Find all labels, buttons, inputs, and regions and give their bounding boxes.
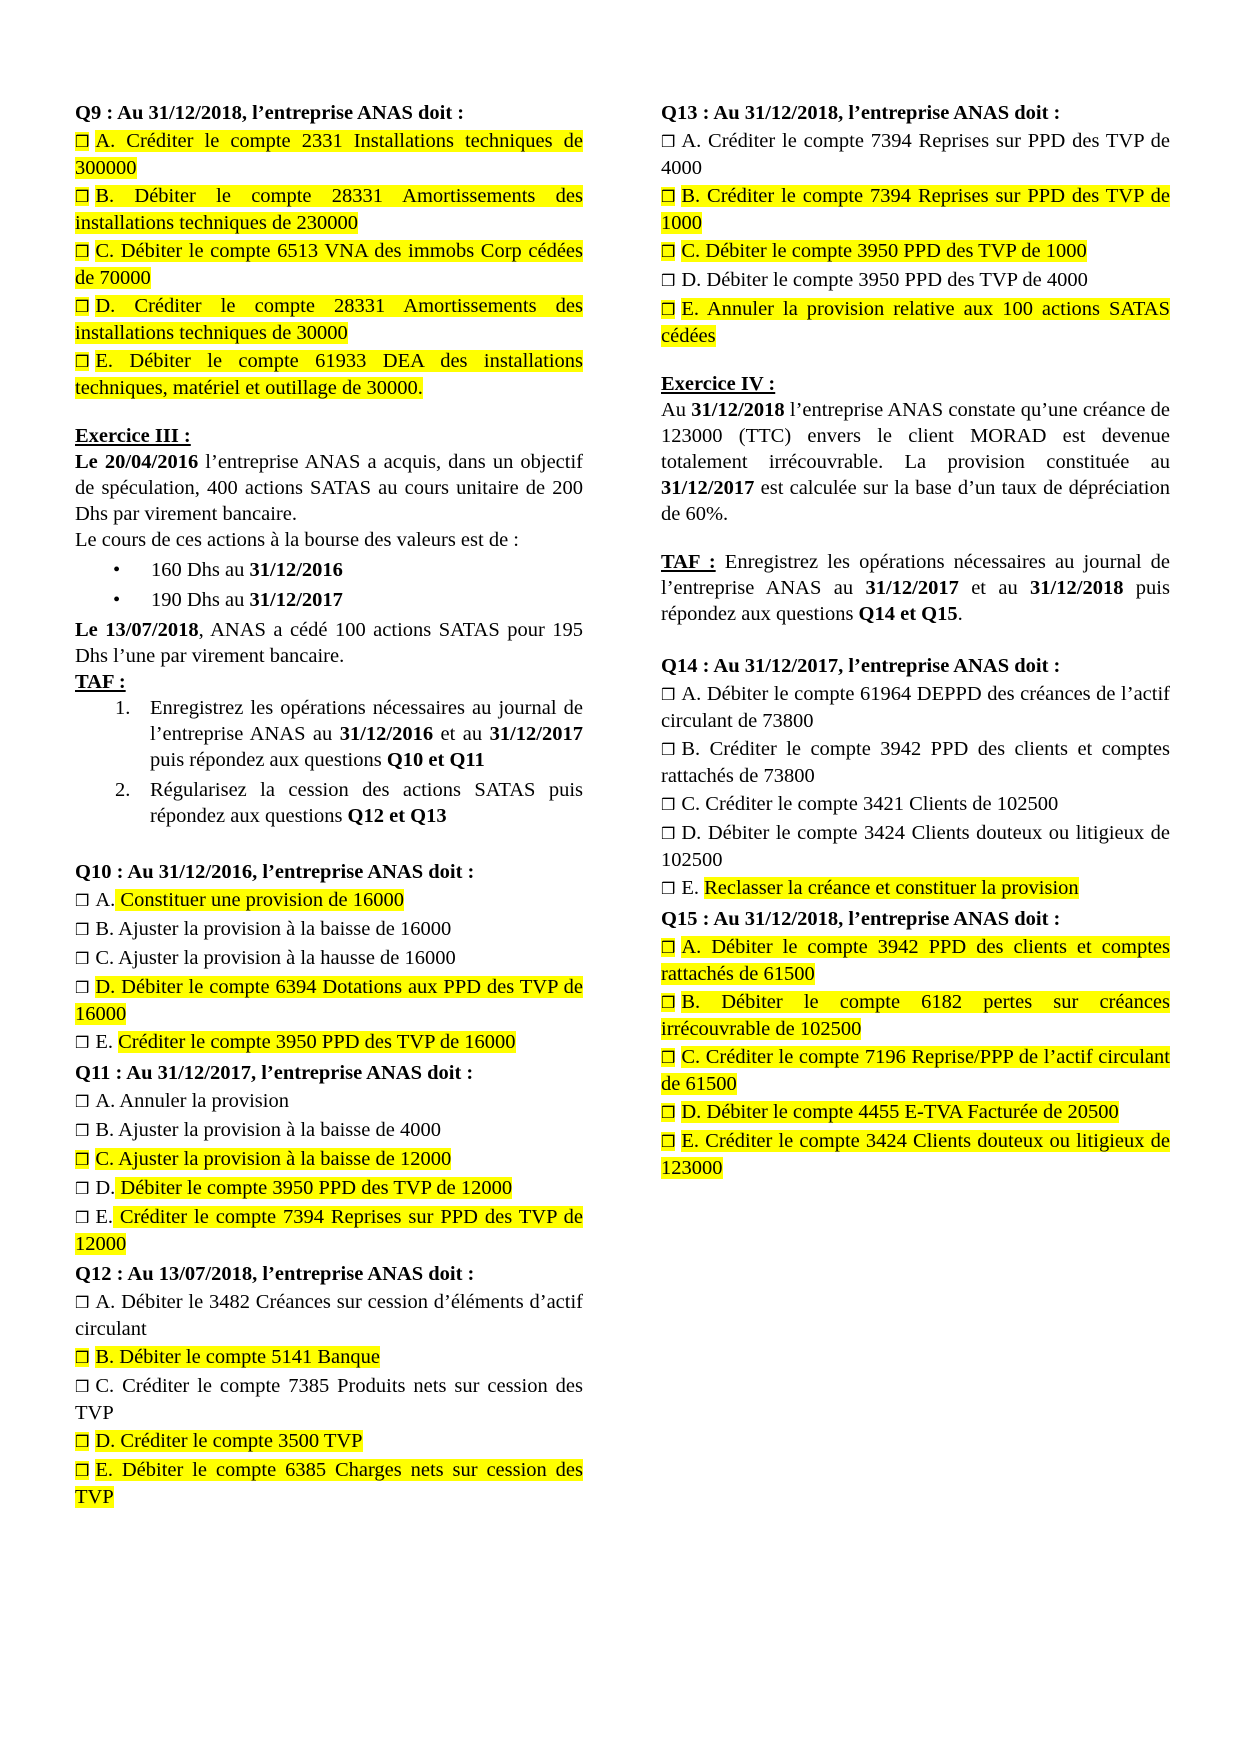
q12-option-c[interactable] xyxy=(75,1373,583,1426)
q15-option-a[interactable] xyxy=(661,934,1170,987)
checkbox-icon[interactable]: ❒ xyxy=(661,1048,676,1067)
option-text: Constituer une provision de 16000 xyxy=(115,889,404,911)
exercise-3-paragraph-2: Le cours de ces actions à la bourse des valeurs est de : xyxy=(75,529,520,551)
option-text: Ajuster la provision à la baisse de 4000 xyxy=(118,1119,441,1141)
date-label: Le 13/07/2018 xyxy=(75,619,199,641)
q9-option-b[interactable] xyxy=(75,183,583,236)
q13-option-a[interactable] xyxy=(661,128,1170,181)
option-text: E. Débiter le compte 61933 DEA des installations techniques, matériel et outillage de 30000. xyxy=(75,350,583,399)
spacer xyxy=(661,627,1170,649)
checkbox-icon[interactable]: ❒ xyxy=(661,1132,676,1151)
q15-option-e[interactable] xyxy=(661,1128,1170,1181)
option-letter: B. xyxy=(95,918,115,940)
q10-title: Q10 : Au 31/12/2016, l’entreprise ANAS doit : xyxy=(75,861,475,883)
item-date: 31/12/2017 xyxy=(489,723,583,745)
q11-option-b[interactable] xyxy=(75,1117,583,1144)
option-text: A. Débiter le compte 3942 PPD des clients et comptes rattachés de 61500 xyxy=(661,936,1170,985)
option-text: B. Créditer le compte 7394 Reprises sur PPD des TVP de 1000 xyxy=(661,185,1170,234)
item-text: 160 Dhs au xyxy=(151,559,250,581)
q12-title: Q12 : Au 13/07/2018, l’entreprise ANAS doit : xyxy=(75,1263,475,1285)
q14-title: Q14 : Au 31/12/2017, l’entreprise ANAS doit : xyxy=(661,655,1061,677)
q14-option-d[interactable] xyxy=(661,820,1170,873)
q14-option-e[interactable] xyxy=(661,875,1170,902)
q15-option-b[interactable] xyxy=(661,989,1170,1042)
option-text: A. Créditer le compte 2331 Installations techniques de 300000 xyxy=(75,130,583,179)
checkbox-icon[interactable]: ❒ xyxy=(75,187,90,206)
taf-heading: TAF : xyxy=(75,671,126,693)
option-letter: D. xyxy=(681,822,702,844)
price-list xyxy=(75,557,583,613)
checkbox-icon[interactable]: ❒ xyxy=(75,132,90,151)
date-label: 31/12/2017 xyxy=(865,577,959,599)
option-letter: E. xyxy=(95,1206,113,1228)
checkbox-icon[interactable]: ❒ xyxy=(75,1208,90,1227)
checkbox-icon[interactable]: ❒ xyxy=(75,1348,90,1367)
option-letter: E. xyxy=(95,1031,113,1053)
option-text: Débiter le compte 61964 DEPPD des créances de l’actif circulant de 73800 xyxy=(661,683,1170,732)
checkbox-icon[interactable]: ❒ xyxy=(75,352,90,371)
checkbox-icon[interactable]: ❒ xyxy=(75,1033,90,1052)
paragraph-text: l’entreprise ANAS a acquis, dans un objectif de spéculation, 400 actions SATAS au cours unitaire de 200 Dhs par virement bancaire. xyxy=(75,451,583,525)
paragraph-text: l’entreprise ANAS constate qu’une créance de 123000 (TTC) envers le client MORAD est devenue totalement irrécouvrable. La provision constituée au xyxy=(661,399,1170,473)
option-text: Reclasser la créance et constituer la provision xyxy=(704,877,1079,899)
option-text: Débiter le compte 3950 PPD des TVP de 12000 xyxy=(115,1177,512,1199)
item-text: Régularisez la cession des actions SATAS puis répondez aux questions xyxy=(150,779,583,827)
q9-option-e[interactable] xyxy=(75,348,583,401)
checkbox-icon[interactable]: ❒ xyxy=(661,1103,676,1122)
option-text: Ajuster la provision à la hausse de 16000 xyxy=(118,947,456,969)
checkbox-icon[interactable]: ❒ xyxy=(661,795,676,814)
checkbox-icon[interactable]: ❒ xyxy=(75,1179,90,1198)
option-text: Créditer le compte 3942 PPD des clients et comptes rattachés de 73800 xyxy=(661,738,1171,787)
option-text: B. Débiter le compte 28331 Amortissements des installations techniques de 230000 xyxy=(75,185,583,234)
option-text: Débiter le 3482 Créances sur cession d’éléments d’actif circulant xyxy=(75,1291,583,1340)
item-date: 31/12/2016 xyxy=(339,723,434,745)
q9-option-d[interactable] xyxy=(75,293,583,346)
q14-option-c[interactable] xyxy=(661,791,1170,818)
q13-option-e[interactable] xyxy=(661,296,1170,349)
checkbox-icon[interactable]: ❒ xyxy=(661,993,676,1012)
list-item xyxy=(113,587,583,613)
q12-option-a[interactable] xyxy=(75,1289,583,1342)
q10-option-e[interactable] xyxy=(75,1029,583,1056)
q9-option-c[interactable] xyxy=(75,238,583,291)
option-letter: A. xyxy=(95,1291,116,1313)
item-text: Enregistrez les opérations nécessaires au journal de l’entreprise ANAS au xyxy=(150,697,583,745)
option-text: D. Créditer le compte 28331 Amortissements des installations techniques de 30000 xyxy=(75,295,583,344)
q10-option-d[interactable] xyxy=(75,974,583,1027)
checkbox-icon[interactable]: ❒ xyxy=(661,938,676,957)
taf-list xyxy=(75,695,583,829)
checkbox-icon[interactable]: ❒ xyxy=(75,920,90,939)
q9-title: Q9 : Au 31/12/2018, l’entreprise ANAS doit : xyxy=(75,102,465,124)
checkbox-icon[interactable]: ❒ xyxy=(75,949,90,968)
checkbox-icon[interactable]: ❒ xyxy=(75,978,90,997)
q11-option-c[interactable] xyxy=(75,1146,583,1173)
q13-option-c[interactable] xyxy=(661,238,1170,265)
q12-option-d[interactable] xyxy=(75,1428,583,1455)
spacer xyxy=(75,833,583,855)
paragraph-text: . xyxy=(957,603,963,625)
option-text: B. Débiter le compte 6182 pertes sur créances irrécouvrable de 102500 xyxy=(661,991,1170,1040)
q11-option-d[interactable] xyxy=(75,1175,583,1202)
option-text: Débiter le compte 3424 Clients douteux ou litigieux de 102500 xyxy=(661,822,1171,871)
exercise-4-heading: Exercice IV : xyxy=(661,373,776,395)
option-letter: C. xyxy=(95,1375,115,1397)
checkbox-icon[interactable]: ❒ xyxy=(75,1150,90,1169)
exercise-4-taf xyxy=(661,549,1170,627)
checkbox-icon[interactable]: ❒ xyxy=(661,740,676,759)
item-number: 1. xyxy=(115,697,131,719)
option-text: Créditer le compte 3421 Clients de 102500 xyxy=(705,793,1059,815)
exercise-4-paragraph xyxy=(661,397,1170,527)
option-letter: D. xyxy=(95,1177,116,1199)
bullet-icon: • xyxy=(113,559,121,581)
checkbox-icon[interactable]: ❒ xyxy=(661,879,676,898)
exercise-3-heading: Exercice III : xyxy=(75,425,191,447)
checkbox-icon[interactable]: ❒ xyxy=(661,271,676,290)
checkbox-icon[interactable]: ❒ xyxy=(661,300,676,319)
date-label: 31/12/2018 xyxy=(1030,577,1124,599)
option-letter: C. xyxy=(95,947,115,969)
bullet-icon: • xyxy=(113,589,121,611)
q13-option-b[interactable] xyxy=(661,183,1170,236)
item-text: 190 Dhs au xyxy=(151,589,250,611)
option-text: Créditer le compte 7385 Produits nets sur cession des TVP xyxy=(75,1375,583,1424)
option-letter: A. xyxy=(95,889,116,911)
list-item xyxy=(75,777,583,829)
date-label: 31/12/2018 xyxy=(691,399,785,421)
option-letter: A. xyxy=(95,1090,116,1112)
q12-option-e[interactable] xyxy=(75,1457,583,1510)
option-text: C. Débiter le compte 6513 VNA des immobs Corp cédées de 70000 xyxy=(75,240,583,289)
item-date: 31/12/2016 xyxy=(249,559,343,581)
option-text: E. Annuler la provision relative aux 100 actions SATAS cédées xyxy=(661,298,1170,347)
q14-option-a[interactable] xyxy=(661,681,1170,734)
checkbox-icon[interactable]: ❒ xyxy=(75,891,90,910)
q9-option-a[interactable] xyxy=(75,128,583,181)
q12-option-b[interactable] xyxy=(75,1344,583,1371)
option-text: Annuler la provision xyxy=(119,1090,289,1112)
checkbox-icon[interactable]: ❒ xyxy=(661,242,676,261)
taf-heading: TAF : xyxy=(661,551,716,573)
date-label: 31/12/2017 xyxy=(661,477,755,499)
checkbox-icon[interactable]: ❒ xyxy=(75,1377,90,1396)
checkbox-icon[interactable]: ❒ xyxy=(661,187,676,206)
q13-title: Q13 : Au 31/12/2018, l’entreprise ANAS doit : xyxy=(661,102,1061,124)
checkbox-icon[interactable]: ❒ xyxy=(661,824,676,843)
option-text: D. Débiter le compte 3950 PPD des TVP de 4000 xyxy=(681,269,1088,291)
q15-option-c[interactable] xyxy=(661,1044,1170,1097)
option-letter: B. xyxy=(95,1119,115,1141)
paragraph-text: Au xyxy=(661,399,692,421)
option-text: D. Créditer le compte 3500 TVP xyxy=(95,1430,363,1452)
option-text: B. Débiter le compte 5141 Banque xyxy=(95,1346,381,1368)
list-item xyxy=(75,695,583,773)
checkbox-icon[interactable]: ❒ xyxy=(75,1432,90,1451)
checkbox-icon[interactable]: ❒ xyxy=(75,1092,90,1111)
right-column xyxy=(661,96,1170,1183)
q10-option-c[interactable] xyxy=(75,945,583,972)
item-number: 2. xyxy=(115,779,131,801)
option-text: D. Débiter le compte 6394 Dotations aux PPD des TVP de 16000 xyxy=(75,976,583,1025)
item-questions: Q14 et Q15 xyxy=(858,603,958,625)
checkbox-icon[interactable]: ❒ xyxy=(75,242,90,261)
option-text: D. Débiter le compte 4455 E-TVA Facturée de 20500 xyxy=(681,1101,1119,1123)
checkbox-icon[interactable]: ❒ xyxy=(75,1461,90,1480)
checkbox-icon[interactable]: ❒ xyxy=(75,297,90,316)
item-questions: Q12 et Q13 xyxy=(347,805,447,827)
q13-option-d[interactable] xyxy=(661,267,1170,294)
option-letter: A. xyxy=(681,683,702,705)
exercise-3-paragraph-3 xyxy=(75,617,583,669)
option-text: Créditer le compte 7394 Reprises sur PPD des TVP de 12000 xyxy=(75,1206,583,1255)
q14-option-b[interactable] xyxy=(661,736,1170,789)
q15-title: Q15 : Au 31/12/2018, l’entreprise ANAS doit : xyxy=(661,908,1061,930)
option-text: A. Créditer le compte 7394 Reprises sur PPD des TVP de 4000 xyxy=(661,130,1170,179)
option-text: E. Créditer le compte 3424 Clients douteux ou litigieux de 123000 xyxy=(661,1130,1170,1179)
option-letter: E. xyxy=(681,877,699,899)
option-text: C. Débiter le compte 3950 PPD des TVP de 1000 xyxy=(681,240,1087,262)
checkbox-icon[interactable]: ❒ xyxy=(661,132,676,151)
q11-option-a[interactable] xyxy=(75,1088,583,1115)
item-date: 31/12/2017 xyxy=(249,589,343,611)
paragraph-text: puis répondez aux questions xyxy=(661,577,1170,625)
left-column xyxy=(75,96,583,1512)
option-text: C. Créditer le compte 7196 Reprise/PPP de l’actif circulant de 61500 xyxy=(661,1046,1170,1095)
q11-option-e[interactable] xyxy=(75,1204,583,1257)
q10-option-b[interactable] xyxy=(75,916,583,943)
list-item xyxy=(113,557,583,583)
checkbox-icon[interactable]: ❒ xyxy=(75,1121,90,1140)
checkbox-icon[interactable]: ❒ xyxy=(661,685,676,704)
paragraph-text: et au xyxy=(958,577,1031,599)
option-letter: C. xyxy=(681,793,701,815)
option-text: Créditer le compte 3950 PPD des TVP de 16000 xyxy=(118,1031,516,1053)
q11-title: Q11 : Au 31/12/2017, l’entreprise ANAS doit : xyxy=(75,1062,474,1084)
item-text: puis répondez aux questions xyxy=(150,749,387,771)
spacer xyxy=(661,527,1170,549)
exercise-3-paragraph-1 xyxy=(75,449,583,527)
paragraph-text: est calculée sur la base d’un taux de dépréciation de 60%. xyxy=(661,477,1170,525)
option-text: C. Ajuster la provision à la baisse de 12000 xyxy=(95,1148,452,1170)
q15-option-d[interactable] xyxy=(661,1099,1170,1126)
option-text: E. Débiter le compte 6385 Charges nets sur cession des TVP xyxy=(75,1459,583,1508)
option-letter: B. xyxy=(681,738,701,760)
paragraph-text: , ANAS a cédé 100 actions SATAS pour 195 Dhs l’une par virement bancaire. xyxy=(75,619,583,667)
item-text: et au xyxy=(433,723,490,745)
date-label: Le 20/04/2016 xyxy=(75,451,199,473)
checkbox-icon[interactable]: ❒ xyxy=(75,1293,90,1312)
paragraph-text: Enregistrez les opérations nécessaires au journal de l’entreprise ANAS au xyxy=(661,551,1170,599)
option-text: Ajuster la provision à la baisse de 16000 xyxy=(118,918,452,940)
q10-option-a[interactable] xyxy=(75,887,583,914)
item-questions: Q10 et Q11 xyxy=(386,749,485,771)
